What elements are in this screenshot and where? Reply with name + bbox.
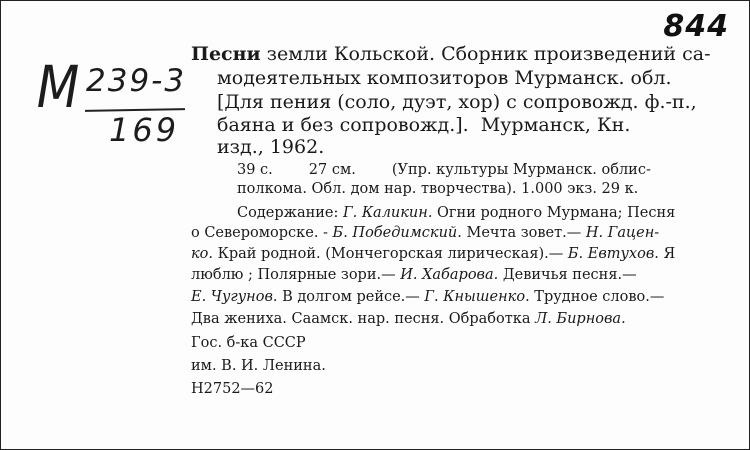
shelf-mark-top: 239-3 — [86, 63, 187, 99]
author-knyshenko: Г. Кнышенко. — [424, 289, 530, 305]
contents-line-3 — [191, 245, 675, 264]
contents-text: Я — [658, 246, 676, 262]
title-line-5: изд., 1962. — [217, 136, 325, 158]
author-evtukhov: Б. Евтухов. — [567, 246, 659, 262]
title-line-2: модеятельных композиторов Мурманск. обл. — [217, 67, 672, 89]
author-gatsenko: Н. Гацен- — [585, 225, 660, 241]
contents-text: В долгом рейсе.— — [277, 289, 425, 305]
contents-line-2 — [191, 224, 659, 243]
shelf-mark-letter: М — [36, 53, 80, 121]
author-kalikin: Г. Каликин. — [343, 205, 433, 221]
title-line-4: баяна и без сопровожд.]. Мурманск, Кн. — [217, 114, 631, 136]
physical-note: (Упр. культуры Мурманск. облис- — [391, 162, 651, 178]
library-line-1: Гос. б-ка СССР — [191, 335, 306, 351]
library-line-2: им. В. И. Ленина. — [191, 358, 326, 374]
title-heading: Песни — [191, 43, 261, 65]
contents-text: люблю ; Полярные зори.— — [191, 267, 401, 283]
title-line-1 — [191, 43, 710, 65]
contents-text: Край родной. (Мончегорская лирическая).— — [213, 246, 568, 262]
physical-line-1 — [237, 161, 651, 180]
author-pobedimsky: - Б. Победимский. — [318, 225, 462, 241]
handwritten-card-number: 844 — [663, 9, 729, 44]
contents-text: Два жениха. Саамск. нар. песня. Обработка — [191, 311, 536, 327]
author-birnova: Л. Бирнова. — [535, 311, 626, 327]
author-khabarova: И. Хабарова. — [400, 267, 499, 283]
pages: 39 с. — [237, 162, 273, 178]
physical-line-2: полкома. Обл. дом нар. творчества). 1.000 экз. 29 к. — [237, 181, 639, 197]
contents-text: Огни родного Мурмана; Песня — [432, 205, 676, 221]
author-chugunov: Е. Чугунов. — [191, 289, 278, 305]
size: 27 см. — [308, 162, 356, 178]
contents-line-4 — [191, 266, 637, 285]
contents-text: Девичья песня.— — [498, 267, 637, 283]
shelf-mark-bottom: 169 — [109, 111, 180, 149]
author-gatsenko-cont: ко. — [191, 246, 213, 262]
title-line-3: [Для пения (соло, дуэт, хор) с сопровожд. ф.-п., — [217, 91, 697, 113]
contents-line-5 — [191, 288, 664, 307]
contents-label: Содержание: — [237, 205, 344, 221]
contents-text: Мечта зовет.— — [461, 225, 586, 241]
title-line-1-rest: земли Кольской. Сборник произведений са- — [266, 43, 711, 65]
contents-text: Трудное слово.— — [529, 289, 665, 305]
contents-line-1 — [237, 204, 675, 223]
contents-text: о Североморске. — [191, 225, 319, 241]
contents-line-6 — [191, 310, 626, 329]
library-line-3: Н2752—62 — [191, 381, 274, 397]
